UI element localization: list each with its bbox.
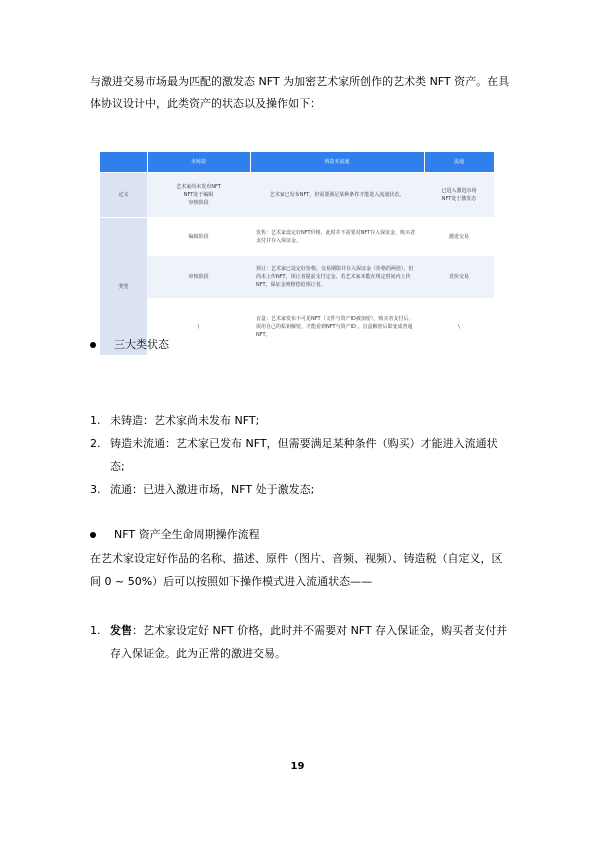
row-label-define: 定义 xyxy=(100,173,147,218)
table-header-row xyxy=(100,152,494,173)
table-row xyxy=(100,173,494,218)
nft-status-table xyxy=(100,152,495,355)
table-cell: \ xyxy=(147,299,250,356)
table-cell: \ xyxy=(424,299,494,356)
item-text: ：艺术家设定好 NFT 价格，此时并不需要对 NFT 存入保证金，购买者支付并存入保证金。此为正常的激进交易。 xyxy=(110,624,508,660)
bold-term: 发售 xyxy=(110,624,132,637)
table-cell: 审核阶段 xyxy=(147,256,250,299)
table-cell: 竞价交易 xyxy=(424,256,494,299)
bullet-icon xyxy=(90,342,96,348)
lifecycle-intro: 在艺术家设定好作品的名称、描述、原件（图片、音频、视频）、铸造税（自定义，区间 0 ~ 50%）后可以按照如下操作模式进入流通状态—— xyxy=(90,552,503,588)
table-cell: 艺术家尚未发布NFT NFT处于编辑 审核阶段 xyxy=(147,173,250,218)
table-cell: 激进交易 xyxy=(424,218,494,256)
table-header-cell: 流通 xyxy=(424,152,494,173)
intro-paragraph: 与激进交易市场最为匹配的激发态 NFT 为加密艺术家所创作的艺术类 NFT 资产。在具体协议设计中，此类资产的状态以及操作如下： xyxy=(90,75,510,110)
table-cell: 盲盒：艺术家发布不可见NFT（文件与资产ID被加密），购买者支付后，需用自己的私钥解密，才能看到NFT与资产ID 。盲盒解密后即变成普通NFT。 xyxy=(250,299,424,356)
table-cell: 艺术家已发布NFT，但需要满足某种条件才能进入流通状态。 xyxy=(250,173,424,218)
table-cell: 预订：艺术家已设定好价格、交易期限并存入保证金（价格的两倍），但尚未上传NFT，预订者提前支付定金，若艺术家未能在规定时间内上传NFT，保证金则赔偿给预订者。 xyxy=(250,256,424,299)
table-row xyxy=(100,218,494,256)
table-cell: 发售：艺术家设定好NFT价格，此时并不需要对NFT存入保证金，购买者支付并存入保证金。 xyxy=(250,218,424,256)
page-number: 19 xyxy=(290,761,305,772)
row-label-type: 类型 xyxy=(100,218,147,356)
table-header-cell: 铸造未流通 xyxy=(250,152,424,173)
bullet-icon xyxy=(90,532,96,538)
table-header-cell: 未铸造 xyxy=(147,152,250,173)
table-cell: 编辑阶段 xyxy=(147,218,250,256)
table-row xyxy=(100,256,494,299)
table-cell: 已进入激进市场 NFT处于激发态 xyxy=(424,173,494,218)
table-header-cell xyxy=(100,152,147,173)
